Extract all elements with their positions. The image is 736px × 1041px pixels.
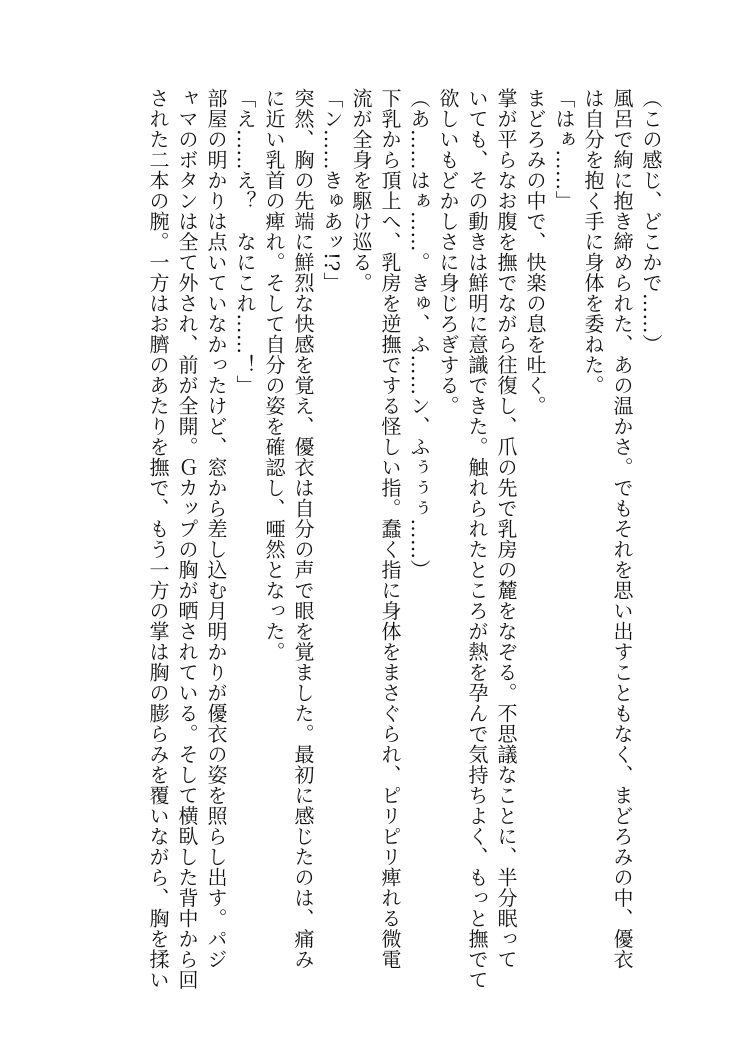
text-line: 風呂で絢に抱き締められた、あの温かさ。でもそれを思い出すこともなく、まどろみの中、優衣 (610, 88, 634, 970)
text-line: 「え……え？ なにこれ……！」 (233, 88, 257, 396)
text-line: 下乳から頂上へ、乳房を逆撫でする怪しい指。蠢く指に身体をまさぐられ、ピリピリ痺れる微電 (378, 88, 402, 970)
text-line: に近い乳首の痺れ。そして自分の姿を確認し、唖然となった。 (262, 88, 286, 662)
vertical-text-body (80, 88, 665, 998)
text-line: された二本の腕。一方はお臍のあたりを撫で、もう一方の掌は胸の膨らみを覆いながら、胸を揉い (146, 88, 170, 990)
text-line: は自分を抱く手に身体を委ねた。 (581, 88, 605, 396)
text-line: 突然、胸の先端に鮮烈な快感を覚え、優衣は自分の声で眼を覚ました。最初に感じたのは、痛み (291, 88, 315, 970)
text-line: （この感じ、どこかで……） (639, 88, 663, 355)
text-line: まどろみの中で、快楽の息を吐く。 (523, 88, 547, 416)
text-line: 「はぁ……」 (552, 88, 576, 211)
text-line: 掌が平らなお腹を撫でながら往復し、爪の先で乳房の麓をなぞる。不思議なことに、半分眠って (494, 88, 518, 970)
text-line: 部屋の明かりは点いていなかったけど、窓から差し込む月明かりが優衣の姿を照らし出す。パジ (204, 88, 228, 970)
text-line: 「ン……きゅあッ!?」 (320, 88, 344, 293)
text-line: 流が全身を駆け巡る。 (349, 88, 373, 293)
text-line: 欲しいもどかしさに身じろぎする。 (436, 88, 460, 416)
text-line: （あ……はぁ……。きゅ、ふ……ン、ふぅぅぅ……） (407, 88, 431, 580)
text-line: ャマのボタンは全て外され、前が全開。Ｇカップの胸が晒されている。そして横臥した背中から回 (175, 88, 199, 990)
text-line: いても、その動きは鮮明に意識できた。触れられたところが熱を孕んで気持ちよく、もっと撫でて (465, 88, 489, 990)
